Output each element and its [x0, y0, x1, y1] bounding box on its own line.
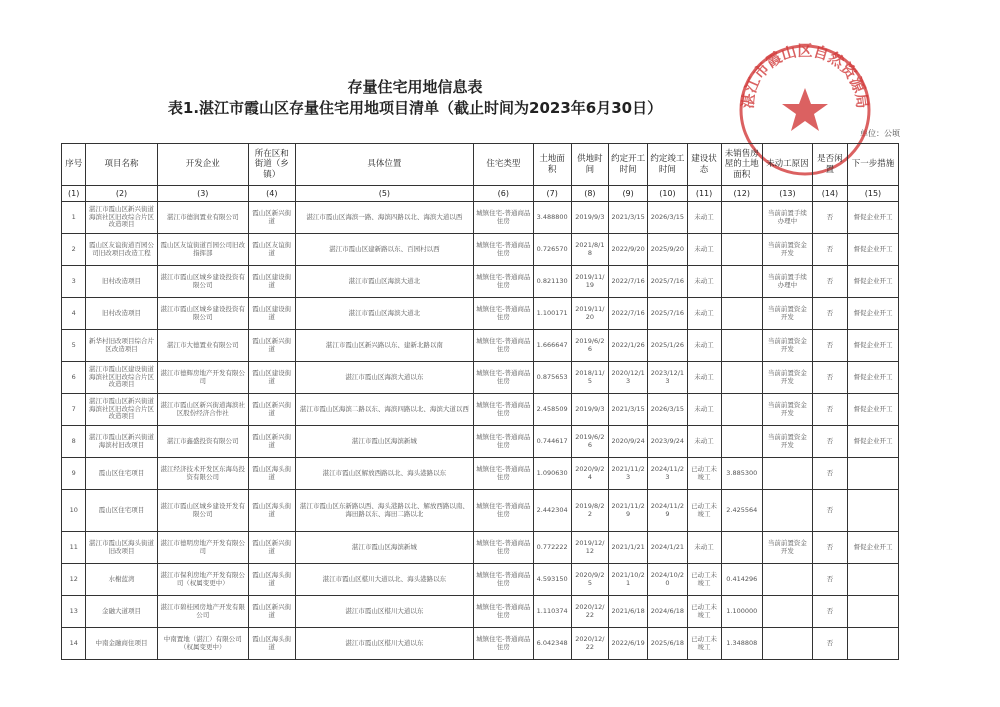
table-header-row	[62, 144, 899, 186]
cell-name: 金融大道项目	[86, 596, 157, 628]
cell-area: 2.458509	[533, 394, 571, 426]
cell-idle: 否	[812, 490, 847, 532]
cell-status: 已动工未竣工	[687, 458, 721, 490]
cell-start: 2021/10/21	[608, 564, 647, 596]
cell-supply: 2019/8/22	[571, 490, 608, 532]
cell-start: 2022/9/20	[608, 234, 647, 266]
cell-start: 2022/1/26	[608, 330, 647, 362]
cell-end: 2023/9/24	[648, 426, 687, 458]
cell-dist: 霞山区新兴街道	[248, 596, 295, 628]
column-header: 所在区和街道（乡镇）	[248, 144, 295, 186]
cell-idle: 否	[812, 628, 847, 660]
table-row	[62, 298, 899, 330]
column-header: 序号	[62, 144, 86, 186]
cell-area: 1.090630	[533, 458, 571, 490]
cell-start: 2021/11/29	[608, 490, 647, 532]
page-subtitle: 表1.湛江市霞山区存量住宅用地项目清单（截止时间为2023年6月30日）	[167, 99, 663, 117]
cell-unsold: 3.885300	[721, 458, 762, 490]
cell-loc: 湛江市霞山区解放西路以北、海头港路以东	[295, 458, 473, 490]
cell-supply: 2020/9/24	[571, 458, 608, 490]
cell-start: 2020/12/13	[608, 362, 647, 394]
column-header: 下一步措施	[847, 144, 898, 186]
cell-idle: 否	[812, 362, 847, 394]
cell-area: 1.100171	[533, 298, 571, 330]
cell-reason	[762, 628, 812, 660]
cell-reason	[762, 458, 812, 490]
cell-end: 2025/7/16	[648, 298, 687, 330]
cell-no: 2	[62, 234, 86, 266]
cell-reason	[762, 596, 812, 628]
land-table	[61, 143, 899, 660]
column-index: (10)	[648, 186, 687, 202]
cell-unsold	[721, 202, 762, 234]
cell-status: 未动工	[687, 234, 721, 266]
column-index: (11)	[687, 186, 721, 202]
cell-idle: 否	[812, 330, 847, 362]
cell-name: 霞山区住宅项目	[86, 458, 157, 490]
cell-reason: 当前前置资金开发	[762, 426, 812, 458]
cell-status: 未动工	[687, 362, 721, 394]
cell-end: 2025/1/26	[648, 330, 687, 362]
cell-type: 城镇住宅-普通商品住房	[474, 330, 533, 362]
cell-type: 城镇住宅-普通商品住房	[474, 532, 533, 564]
cell-area: 3.488800	[533, 202, 571, 234]
cell-end: 2024/11/23	[648, 458, 687, 490]
cell-end: 2025/9/20	[648, 234, 687, 266]
cell-status: 已动工未竣工	[687, 490, 721, 532]
cell-loc: 湛江市霞山区海滨新城	[295, 426, 473, 458]
cell-area: 0.875653	[533, 362, 571, 394]
column-index: (8)	[571, 186, 608, 202]
cell-measure: 督促企业开工	[847, 532, 898, 564]
cell-no: 1	[62, 202, 86, 234]
cell-dev: 湛江市鑫盛投资有限公司	[157, 426, 248, 458]
cell-loc: 湛江市霞山区海滨二路以东、海滨四路以北、海滨大道以西	[295, 394, 473, 426]
cell-unsold	[721, 234, 762, 266]
cell-loc: 湛江市霞山区海滨一路、海滨四路以北、海滨大道以西	[295, 202, 473, 234]
cell-idle: 否	[812, 234, 847, 266]
cell-measure: 督促企业开工	[847, 202, 898, 234]
cell-unsold: 1.348808	[721, 628, 762, 660]
cell-reason: 当前前置资金开发	[762, 234, 812, 266]
cell-loc: 湛江市霞山区海滨大道北	[295, 298, 473, 330]
cell-idle: 否	[812, 458, 847, 490]
cell-area: 4.593150	[533, 564, 571, 596]
cell-no: 11	[62, 532, 86, 564]
cell-supply: 2019/6/26	[571, 330, 608, 362]
cell-start: 2022/7/16	[608, 298, 647, 330]
cell-name: 湛江市霞山区新兴街道海滨社区旧改综合片区改造项目	[86, 394, 157, 426]
cell-idle: 否	[812, 394, 847, 426]
cell-area: 6.042348	[533, 628, 571, 660]
cell-unsold	[721, 362, 762, 394]
column-header: 住宅类型	[474, 144, 533, 186]
cell-dist: 霞山区海头街道	[248, 458, 295, 490]
cell-supply: 2019/11/20	[571, 298, 608, 330]
cell-type: 城镇住宅-普通商品住房	[474, 362, 533, 394]
cell-status: 已动工未竣工	[687, 628, 721, 660]
cell-dist: 霞山区建设街道	[248, 266, 295, 298]
cell-area: 2.442304	[533, 490, 571, 532]
table-row	[62, 564, 899, 596]
cell-dev: 湛江市霞山区城乡建设开发有限公司	[157, 490, 248, 532]
cell-supply: 2019/12/12	[571, 532, 608, 564]
cell-measure	[847, 564, 898, 596]
table-row	[62, 394, 899, 426]
cell-dev: 湛江市霞山区城乡建设投资有限公司	[157, 298, 248, 330]
cell-no: 5	[62, 330, 86, 362]
table-row	[62, 330, 899, 362]
cell-end: 2026/3/15	[648, 202, 687, 234]
cell-measure: 督促企业开工	[847, 394, 898, 426]
cell-supply: 2021/8/18	[571, 234, 608, 266]
table-row	[62, 532, 899, 564]
cell-unsold	[721, 532, 762, 564]
cell-no: 9	[62, 458, 86, 490]
cell-dev: 湛江市德润置业有限公司	[157, 202, 248, 234]
table-row	[62, 266, 899, 298]
cell-name: 中南金融商住项目	[86, 628, 157, 660]
cell-reason: 当前前置手续办理中	[762, 266, 812, 298]
cell-dist: 霞山区建设街道	[248, 298, 295, 330]
cell-type: 城镇住宅-普通商品住房	[474, 298, 533, 330]
cell-measure: 督促企业开工	[847, 298, 898, 330]
cell-unsold: 0.414296	[721, 564, 762, 596]
cell-start: 2021/6/18	[608, 596, 647, 628]
cell-name: 湛江市霞山区海头街道旧改项目	[86, 532, 157, 564]
cell-name: 湛江市霞山区新兴街道海滨村旧改项目	[86, 426, 157, 458]
cell-measure: 督促企业开工	[847, 234, 898, 266]
cell-loc: 湛江市霞山区新兴路以东、建新北路以南	[295, 330, 473, 362]
table-row	[62, 202, 899, 234]
cell-start: 2020/9/24	[608, 426, 647, 458]
cell-name: 湛江市霞山区新兴街道海滨社区旧改综合片区改造项目	[86, 202, 157, 234]
cell-measure	[847, 490, 898, 532]
cell-no: 13	[62, 596, 86, 628]
cell-dist: 霞山区新兴街道	[248, 202, 295, 234]
column-index: (2)	[86, 186, 157, 202]
cell-end: 2025/7/16	[648, 266, 687, 298]
cell-no: 4	[62, 298, 86, 330]
column-index: (4)	[248, 186, 295, 202]
cell-loc: 湛江市霞山区海滨大道以东	[295, 362, 473, 394]
column-header: 未动工原因	[762, 144, 812, 186]
cell-dist: 霞山区海头街道	[248, 490, 295, 532]
cell-end: 2023/12/13	[648, 362, 687, 394]
cell-status: 未动工	[687, 426, 721, 458]
column-index: (9)	[608, 186, 647, 202]
cell-reason: 当前前置资金开发	[762, 532, 812, 564]
cell-no: 7	[62, 394, 86, 426]
column-index: (7)	[533, 186, 571, 202]
cell-end: 2024/1/21	[648, 532, 687, 564]
cell-idle: 否	[812, 266, 847, 298]
cell-start: 2021/3/15	[608, 202, 647, 234]
cell-name: 霞山区友谊街道百园公司旧改项目改造工程	[86, 234, 157, 266]
cell-unsold	[721, 330, 762, 362]
cell-type: 城镇住宅-普通商品住房	[474, 596, 533, 628]
cell-dev: 中南置地（湛江）有限公司（权属变更中）	[157, 628, 248, 660]
cell-status: 未动工	[687, 266, 721, 298]
cell-start: 2021/1/21	[608, 532, 647, 564]
cell-idle: 否	[812, 596, 847, 628]
cell-idle: 否	[812, 298, 847, 330]
cell-area: 0.821130	[533, 266, 571, 298]
cell-type: 城镇住宅-普通商品住房	[474, 426, 533, 458]
table-row	[62, 490, 899, 532]
page-title: 存量住宅用地信息表	[347, 78, 483, 96]
cell-end: 2024/10/20	[648, 564, 687, 596]
cell-area: 0.772222	[533, 532, 571, 564]
cell-start: 2021/11/23	[608, 458, 647, 490]
cell-measure	[847, 458, 898, 490]
cell-supply: 2019/9/3	[571, 202, 608, 234]
cell-unsold: 2.425564	[721, 490, 762, 532]
cell-unsold	[721, 266, 762, 298]
cell-type: 城镇住宅-普通商品住房	[474, 202, 533, 234]
cell-status: 未动工	[687, 394, 721, 426]
cell-dist: 霞山区建设街道	[248, 362, 295, 394]
column-header: 是否闲置	[812, 144, 847, 186]
cell-measure: 督促企业开工	[847, 426, 898, 458]
cell-supply: 2019/11/19	[571, 266, 608, 298]
column-index: (14)	[812, 186, 847, 202]
cell-dev: 湛江市德明房地产开发有限公司	[157, 532, 248, 564]
table-row	[62, 458, 899, 490]
column-header: 项目名称	[86, 144, 157, 186]
column-header: 约定竣工时间	[648, 144, 687, 186]
cell-dev: 湛江市碧桂园房地产开发有限公司	[157, 596, 248, 628]
cell-loc: 湛江市霞山区建新路以东、百园村以西	[295, 234, 473, 266]
column-header: 供地时间	[571, 144, 608, 186]
cell-supply: 2019/9/3	[571, 394, 608, 426]
cell-name: 旧村改造项目	[86, 266, 157, 298]
cell-no: 3	[62, 266, 86, 298]
cell-loc: 湛江市霞山区椹川大道以北、海头港路以东	[295, 564, 473, 596]
cell-name: 湛江市霞山区建设街道海滨社区旧改综合片区改造项目	[86, 362, 157, 394]
cell-measure: 督促企业开工	[847, 330, 898, 362]
column-header: 约定开工时间	[608, 144, 647, 186]
cell-dev: 湛江市德辉房地产开发有限公司	[157, 362, 248, 394]
cell-type: 城镇住宅-普通商品住房	[474, 490, 533, 532]
column-index: (3)	[157, 186, 248, 202]
cell-no: 10	[62, 490, 86, 532]
cell-idle: 否	[812, 202, 847, 234]
seal-text: 湛江市霞山区自然资源局	[738, 41, 872, 110]
cell-start: 2022/6/19	[608, 628, 647, 660]
column-header: 未销售房屋的土地面积	[721, 144, 762, 186]
table-row	[62, 426, 899, 458]
cell-type: 城镇住宅-普通商品住房	[474, 628, 533, 660]
table-row	[62, 362, 899, 394]
cell-supply: 2020/9/25	[571, 564, 608, 596]
cell-status: 已动工未竣工	[687, 596, 721, 628]
cell-dev: 湛江经济技术开发区东海岛投资有限公司	[157, 458, 248, 490]
table-row	[62, 596, 899, 628]
column-index: (15)	[847, 186, 898, 202]
cell-dist: 霞山区友谊街道	[248, 234, 295, 266]
cell-dist: 霞山区新兴街道	[248, 330, 295, 362]
cell-type: 城镇住宅-普通商品住房	[474, 564, 533, 596]
cell-reason	[762, 564, 812, 596]
cell-dev: 湛江市霞山区城乡建设投资有限公司	[157, 266, 248, 298]
cell-reason: 当前前置手续办理中	[762, 202, 812, 234]
cell-start: 2021/3/15	[608, 394, 647, 426]
cell-unsold	[721, 394, 762, 426]
cell-loc: 湛江市霞山区海滨大道北	[295, 266, 473, 298]
cell-idle: 否	[812, 426, 847, 458]
cell-area: 0.726570	[533, 234, 571, 266]
cell-loc: 湛江市霞山区椹川大道以东	[295, 596, 473, 628]
column-header: 具体位置	[295, 144, 473, 186]
cell-reason: 当前前置资金开发	[762, 362, 812, 394]
cell-idle: 否	[812, 564, 847, 596]
cell-supply: 2019/6/26	[571, 426, 608, 458]
column-header: 建设状态	[687, 144, 721, 186]
cell-unsold: 1.100000	[721, 596, 762, 628]
cell-type: 城镇住宅-普通商品住房	[474, 234, 533, 266]
cell-supply: 2020/12/22	[571, 596, 608, 628]
cell-area: 1.666647	[533, 330, 571, 362]
table-index-row	[62, 186, 899, 202]
cell-supply: 2020/12/22	[571, 628, 608, 660]
cell-type: 城镇住宅-普通商品住房	[474, 394, 533, 426]
cell-dev: 湛江市大德置业有限公司	[157, 330, 248, 362]
cell-dist: 霞山区新兴街道	[248, 394, 295, 426]
column-index: (6)	[474, 186, 533, 202]
cell-end: 2024/11/29	[648, 490, 687, 532]
cell-loc: 湛江市霞山区椹川大道以东	[295, 628, 473, 660]
column-index: (13)	[762, 186, 812, 202]
cell-unsold	[721, 298, 762, 330]
column-index: (5)	[295, 186, 473, 202]
cell-start: 2022/7/16	[608, 266, 647, 298]
cell-dev: 霞山区友谊街道百园公司旧改指挥部	[157, 234, 248, 266]
cell-no: 14	[62, 628, 86, 660]
column-index: (1)	[62, 186, 86, 202]
cell-dev: 湛江市保利房地产开发有限公司（权属变更中）	[157, 564, 248, 596]
cell-supply: 2018/11/5	[571, 362, 608, 394]
cell-type: 城镇住宅-普通商品住房	[474, 458, 533, 490]
column-index: (12)	[721, 186, 762, 202]
cell-reason	[762, 490, 812, 532]
cell-end: 2025/6/18	[648, 628, 687, 660]
cell-name: 霞山区住宅项目	[86, 490, 157, 532]
cell-name: 水榭蓝湾	[86, 564, 157, 596]
cell-measure: 督促企业开工	[847, 362, 898, 394]
cell-no: 12	[62, 564, 86, 596]
column-header: 开发企业	[157, 144, 248, 186]
cell-measure	[847, 596, 898, 628]
cell-dev: 湛江市霞山区新兴街道海滨社区股份经济合作社	[157, 394, 248, 426]
cell-end: 2024/6/18	[648, 596, 687, 628]
cell-reason: 当前前置资金开发	[762, 330, 812, 362]
cell-name: 新华村旧改项目综合片区改造项目	[86, 330, 157, 362]
cell-status: 已动工未竣工	[687, 564, 721, 596]
cell-no: 6	[62, 362, 86, 394]
cell-status: 未动工	[687, 532, 721, 564]
cell-dist: 霞山区海头街道	[248, 628, 295, 660]
cell-name: 旧村改造项目	[86, 298, 157, 330]
cell-area: 1.110374	[533, 596, 571, 628]
unit-label: 单位：公顷	[860, 129, 900, 138]
cell-reason: 当前前置资金开发	[762, 298, 812, 330]
cell-measure: 督促企业开工	[847, 266, 898, 298]
cell-no: 8	[62, 426, 86, 458]
cell-status: 未动工	[687, 202, 721, 234]
cell-reason: 当前前置资金开发	[762, 394, 812, 426]
cell-dist: 霞山区新兴街道	[248, 426, 295, 458]
cell-status: 未动工	[687, 330, 721, 362]
cell-dist: 霞山区海头街道	[248, 564, 295, 596]
cell-measure	[847, 628, 898, 660]
cell-loc: 湛江市霞山区海滨新城	[295, 532, 473, 564]
cell-dist: 霞山区新兴街道	[248, 532, 295, 564]
cell-area: 0.744617	[533, 426, 571, 458]
cell-unsold	[721, 426, 762, 458]
cell-status: 未动工	[687, 298, 721, 330]
column-header: 土地面积	[533, 144, 571, 186]
cell-loc: 湛江市霞山区东新路以西、海头港路以北、解放西路以南、海田路以东、海田二路以北	[295, 490, 473, 532]
cell-end: 2026/3/15	[648, 394, 687, 426]
cell-type: 城镇住宅-普通商品住房	[474, 266, 533, 298]
cell-idle: 否	[812, 532, 847, 564]
table-row	[62, 628, 899, 660]
table-row	[62, 234, 899, 266]
